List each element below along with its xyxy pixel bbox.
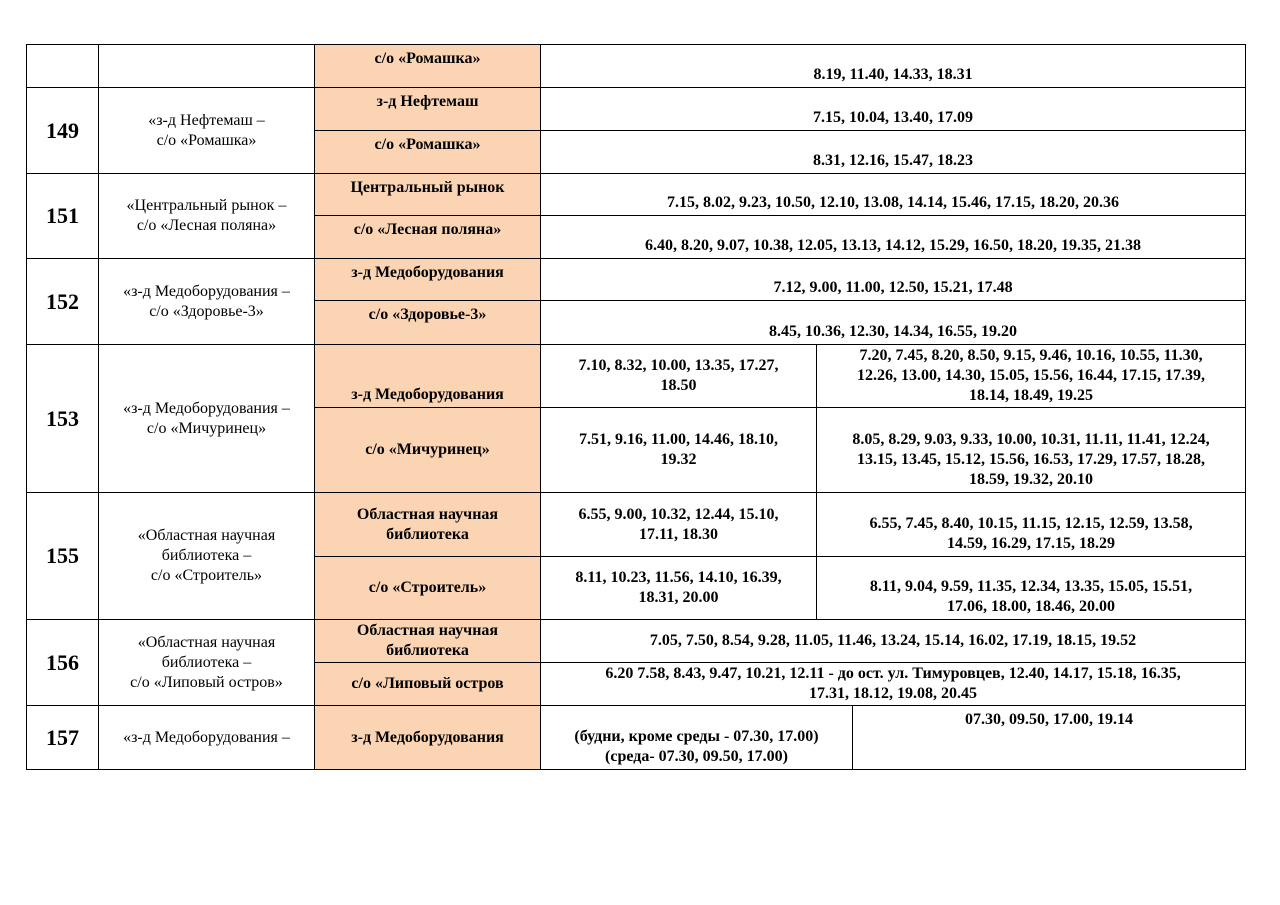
- stop-name: с/о «Липовый остров: [315, 663, 541, 706]
- route-number: 149: [27, 88, 99, 174]
- stop-name: з-д Нефтемаш: [315, 88, 541, 131]
- departure-times-weekend: 6.55, 7.45, 8.40, 10.15, 11.15, 12.15, 12.59, 13.58, 14.59, 16.29, 17.15, 18.29: [817, 493, 1246, 557]
- departure-times-weekday: 7.10, 8.32, 10.00, 13.35, 17.27, 18.50: [541, 345, 817, 408]
- route-name: «з-д Медоборудования – с/о «Здоровье-3»: [99, 259, 315, 345]
- departure-times-weekday: 7.51, 9.16, 11.00, 14.46, 18.10, 19.32: [541, 408, 817, 493]
- stop-name: з-д Медоборудования: [315, 345, 541, 408]
- departure-times: 7.05, 7.50, 8.54, 9.28, 11.05, 11.46, 13.24, 15.14, 16.02, 17.19, 18.15, 19.52: [541, 620, 1246, 663]
- departure-times-weekday: (будни, кроме среды - 07.30, 17.00) (среда- 07.30, 09.50, 17.00): [541, 706, 853, 770]
- table-row: [27, 620, 1246, 663]
- stop-name: с/о «Ромашка»: [315, 131, 541, 174]
- route-name: «з-д Медоборудования – с/о «Мичуринец»: [99, 345, 315, 493]
- stop-name: Областная научная библиотека: [315, 620, 541, 663]
- departure-times: 7.15, 10.04, 13.40, 17.09: [541, 88, 1246, 131]
- table-row: [27, 493, 1246, 557]
- route-name: «з-д Нефтемаш – с/о «Ромашка»: [99, 88, 315, 174]
- table-row: [27, 706, 1246, 770]
- route-number: 157: [27, 706, 99, 770]
- route-name: [99, 45, 315, 88]
- stop-name: Областная научная библиотека: [315, 493, 541, 557]
- departure-times: 8.45, 10.36, 12.30, 14.34, 16.55, 19.20: [541, 301, 1246, 345]
- route-name: «Областная научная библиотека – с/о «Липовый остров»: [99, 620, 315, 706]
- table-row: [27, 88, 1246, 131]
- route-number: 156: [27, 620, 99, 706]
- route-number: [27, 45, 99, 88]
- stop-name: з-д Медоборудования: [315, 706, 541, 770]
- departure-times-weekend: 8.11, 9.04, 9.59, 11.35, 12.34, 13.35, 15.05, 15.51, 17.06, 18.00, 18.46, 20.00: [817, 557, 1246, 620]
- stop-name: с/о «Здоровье-3»: [315, 301, 541, 345]
- departure-times-weekend: 07.30, 09.50, 17.00, 19.14: [853, 706, 1246, 770]
- departure-times: 6.20 7.58, 8.43, 9.47, 10.21, 12.11 - до ост. ул. Тимуровцев, 12.40, 14.17, 15.18, 16.35, 17.31, 18.12, 19.08, 20.45: [541, 663, 1246, 706]
- departure-times-weekday: 6.55, 9.00, 10.32, 12.44, 15.10, 17.11, 18.30: [541, 493, 817, 557]
- schedule-table: [26, 44, 1246, 770]
- departure-times: 8.19, 11.40, 14.33, 18.31: [541, 45, 1246, 88]
- route-number: 155: [27, 493, 99, 620]
- route-number: 151: [27, 174, 99, 259]
- departure-times: 6.40, 8.20, 9.07, 10.38, 12.05, 13.13, 14.12, 15.29, 16.50, 18.20, 19.35, 21.38: [541, 216, 1246, 259]
- table-row: [27, 174, 1246, 216]
- stop-name: з-д Медоборудования: [315, 259, 541, 301]
- stop-name: с/о «Ромашка»: [315, 45, 541, 88]
- table-row: [27, 345, 1246, 408]
- departure-times: 8.31, 12.16, 15.47, 18.23: [541, 131, 1246, 174]
- route-name: «Центральный рынок – с/о «Лесная поляна»: [99, 174, 315, 259]
- table-row: [27, 45, 1246, 88]
- route-number: 152: [27, 259, 99, 345]
- departure-times-weekend: 8.05, 8.29, 9.03, 9.33, 10.00, 10.31, 11.11, 11.41, 12.24, 13.15, 13.45, 15.12, 15.56, 16.53, 17.29, 17.57, 18.28, 18.59, 19.32, 20.10: [817, 408, 1246, 493]
- route-number: 153: [27, 345, 99, 493]
- route-name: «Областная научная библиотека – с/о «Строитель»: [99, 493, 315, 620]
- stop-name: Центральный рынок: [315, 174, 541, 216]
- departure-times-weekend: 7.20, 7.45, 8.20, 8.50, 9.15, 9.46, 10.16, 10.55, 11.30, 12.26, 13.00, 14.30, 15.05, 15.56, 16.44, 17.15, 17.39, 18.14, 18.49, 19.25: [817, 345, 1246, 408]
- table-row: [27, 259, 1246, 301]
- departure-times: 7.15, 8.02, 9.23, 10.50, 12.10, 13.08, 14.14, 15.46, 17.15, 18.20, 20.36: [541, 174, 1246, 216]
- stop-name: с/о «Мичуринец»: [315, 408, 541, 493]
- departure-times: 7.12, 9.00, 11.00, 12.50, 15.21, 17.48: [541, 259, 1246, 301]
- stop-name: с/о «Лесная поляна»: [315, 216, 541, 259]
- departure-times-weekday: 8.11, 10.23, 11.56, 14.10, 16.39, 18.31, 20.00: [541, 557, 817, 620]
- stop-name: с/о «Строитель»: [315, 557, 541, 620]
- route-name: «з-д Медоборудования –: [99, 706, 315, 770]
